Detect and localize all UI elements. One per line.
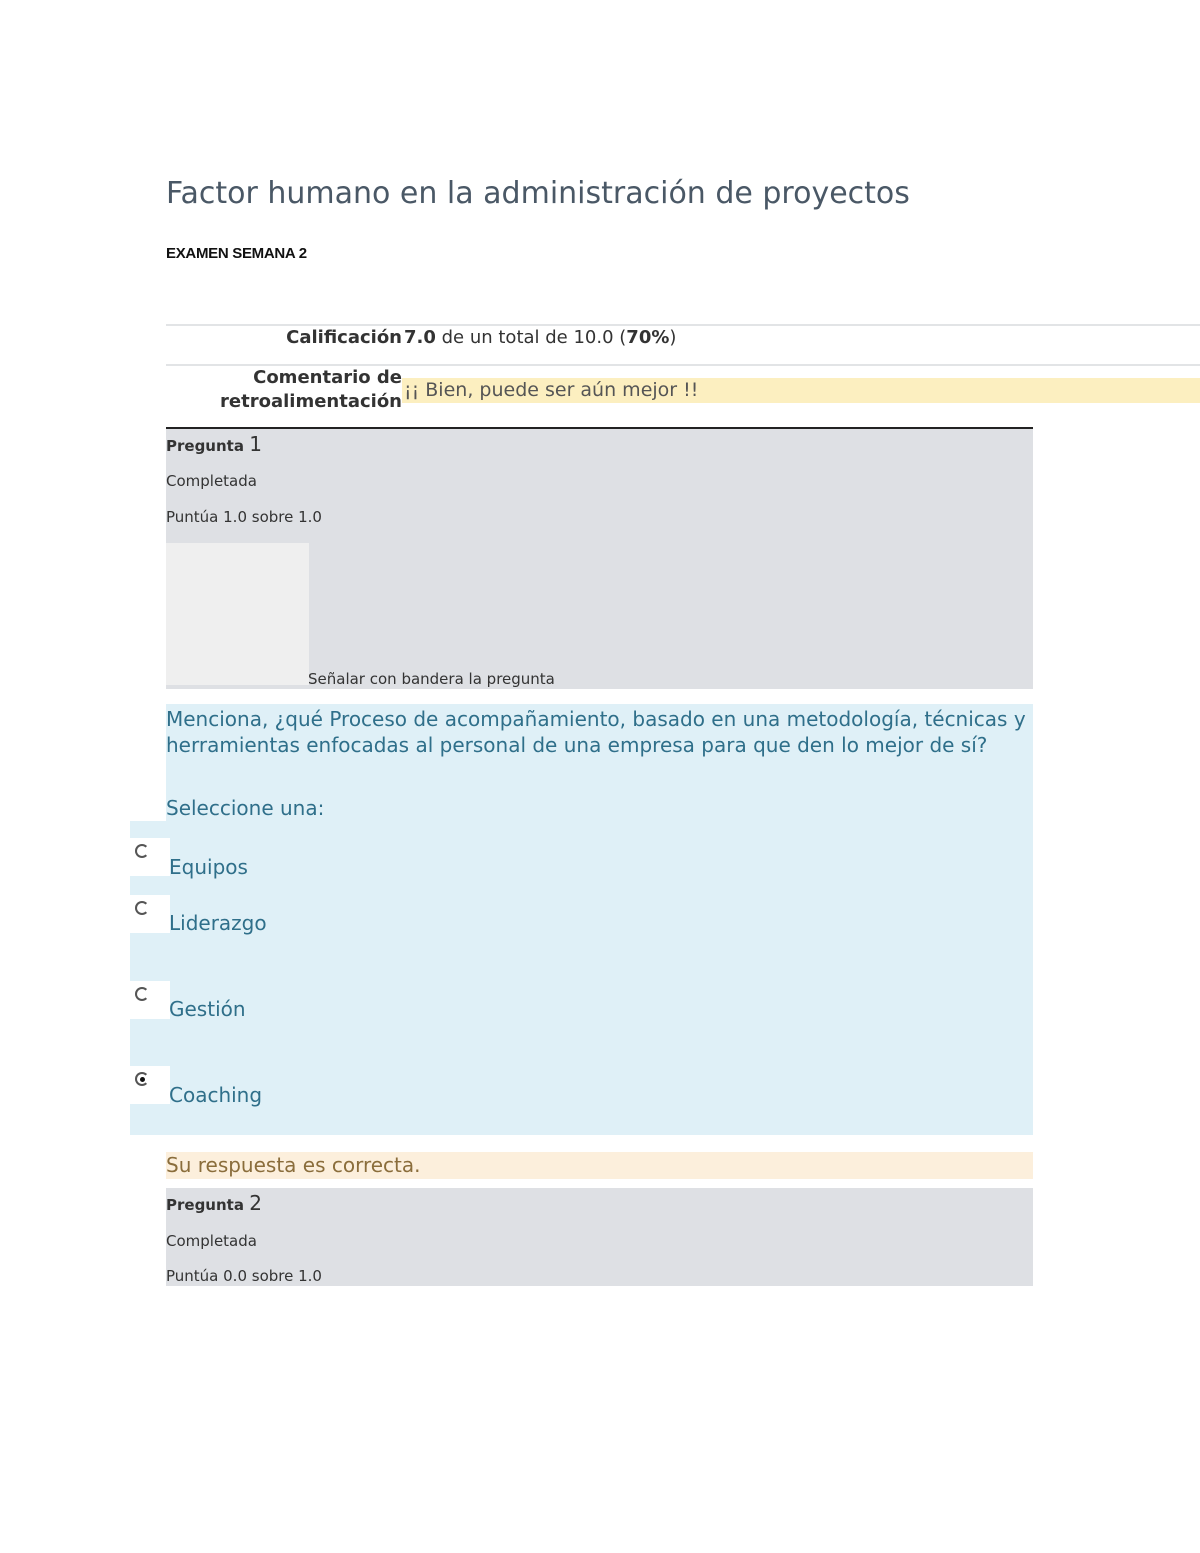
question-1-feedback: Su respuesta es correcta. (166, 1152, 1033, 1179)
answer-option-equipos-radio[interactable] (130, 838, 170, 876)
question-1-state: Completada (166, 472, 257, 490)
grade-label: Calificación (286, 327, 402, 348)
answer-option-liderazgo-label[interactable]: Liderazgo (169, 911, 267, 935)
flag-question-link[interactable]: Señalar con bandera la pregunta (308, 670, 555, 688)
question-2-number (166, 1191, 262, 1215)
question-1-number (166, 432, 262, 456)
radio-icon (135, 987, 149, 1001)
grade-score: 7.0 (404, 327, 436, 348)
question-2-state: Completada (166, 1232, 257, 1250)
question-label: Pregunta (166, 437, 244, 455)
grade-close-paren: ) (669, 327, 677, 348)
answer-option-equipos-label[interactable]: Equipos (169, 855, 248, 879)
question-1-grade: Puntúa 1.0 sobre 1.0 (166, 508, 322, 526)
grade-value (404, 327, 676, 348)
radio-checked-icon (135, 1072, 149, 1086)
answer-option-coaching-label[interactable]: Coaching (169, 1083, 263, 1107)
grade-total-text: de un total de 10.0 ( (435, 327, 627, 348)
flag-icon[interactable] (166, 543, 309, 685)
question-label: Pregunta (166, 1196, 244, 1214)
select-prompt: Seleccione una: (166, 796, 325, 820)
question-1-answer-area (130, 821, 1033, 1135)
question-2-grade: Puntúa 0.0 sobre 1.0 (166, 1267, 322, 1285)
feedback-label-line1: Comentario de (253, 367, 402, 388)
page-title: Factor humano en la administración de proyectos (166, 176, 910, 211)
radio-icon (135, 844, 149, 858)
grade-percent: 70% (626, 327, 670, 348)
exam-subtitle: EXAMEN SEMANA 2 (166, 245, 307, 262)
answer-option-coaching-radio[interactable] (130, 1066, 170, 1104)
question-1-text: Menciona, ¿qué Proceso de acompañamiento, basado en una metodología, técnicas y herramientas enfocadas al personal de una empresa para que den lo mejor de sí? (166, 707, 1026, 757)
answer-option-liderazgo-radio[interactable] (130, 895, 170, 933)
feedback-value: ¡¡ Bien, puede ser aún mejor !! (402, 378, 1200, 403)
answer-option-gestion-radio[interactable] (130, 981, 170, 1019)
feedback-label-line2: retroalimentación (220, 391, 402, 412)
summary-divider (166, 324, 1200, 326)
feedback-label (166, 366, 402, 414)
question-number-value: 2 (249, 1191, 262, 1215)
radio-icon (135, 901, 149, 915)
question-number-value: 1 (249, 432, 262, 456)
answer-option-gestion-label[interactable]: Gestión (169, 997, 246, 1021)
